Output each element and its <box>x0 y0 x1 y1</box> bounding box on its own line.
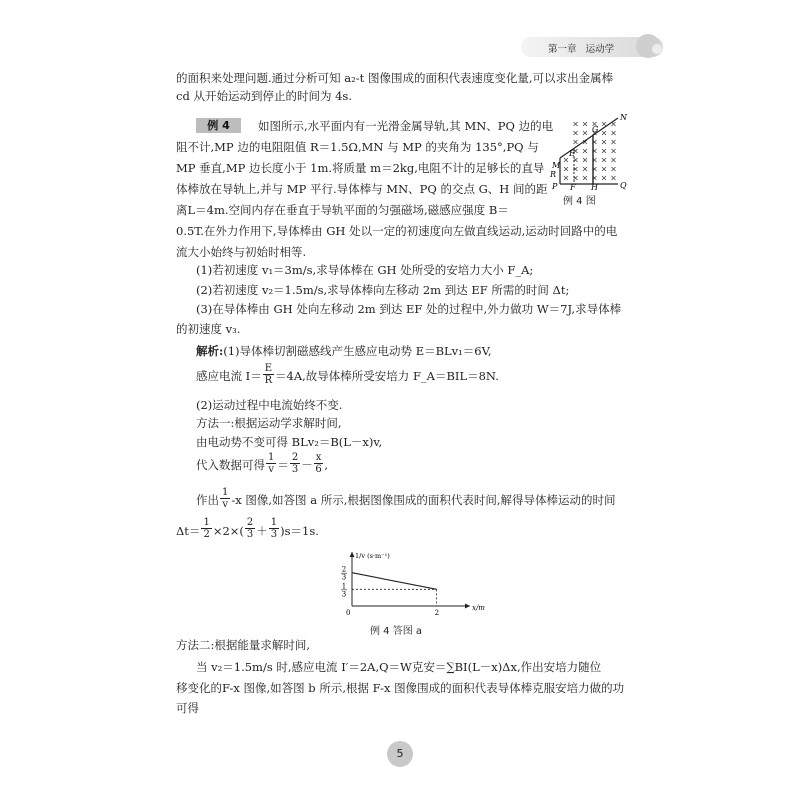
y-tick-label: 3 <box>341 590 347 599</box>
example-4-figure <box>540 112 630 190</box>
label-q: Q <box>620 181 627 190</box>
fraction-denominator: 6 <box>315 464 322 475</box>
solution-line-2 <box>196 363 499 391</box>
chapter-label: 第一章 <box>548 44 577 55</box>
fraction-numerator: 1 <box>270 517 278 528</box>
field-x-mark <box>602 149 606 153</box>
solution-line-12: 可得 <box>176 701 199 715</box>
solution-line-1 <box>196 344 492 358</box>
solution-line-9: 方法二:根据能量求解时间, <box>176 638 311 652</box>
solution-line-8 <box>176 517 319 547</box>
example-line: 阻不计,MP 边的电阻阻值 R＝1.5Ω,MN 与 MP 的夹角为 135°,PQ 与 <box>176 140 539 154</box>
x-tick-label: 0 <box>346 609 351 617</box>
answer-chart-a <box>330 548 485 618</box>
text: 感应电流 I＝ <box>196 369 262 383</box>
solution-line-7 <box>196 487 616 515</box>
fraction-denominator: v <box>222 499 229 510</box>
text: ×2×( <box>212 524 244 538</box>
page-number: 5 <box>396 747 404 760</box>
chapter-title: 运动学 <box>585 44 615 55</box>
label-n: N <box>620 113 627 122</box>
y-axis-label: 1/v (s·m⁻¹) <box>355 552 390 560</box>
intro-line-2: cd 从开始运动到停止的时间为 4s. <box>176 89 352 103</box>
field-x-mark <box>602 140 606 144</box>
field-x-mark <box>574 140 578 144</box>
field-x-mark <box>602 167 606 171</box>
text: 作出 <box>196 493 219 507</box>
fraction-numerator: 2 <box>246 517 254 528</box>
question-1: (1)若初速度 v₁＝3m/s,求导体棒在 GH 处所受的安培力大小 F_A; <box>196 263 534 277</box>
field-x-mark <box>612 158 616 162</box>
text: -x 图像,如答图 a 所示,根据图像围成的面积代表时间,解得导体棒运动的时间 <box>231 493 616 507</box>
y-tick-label: 3 <box>341 573 347 582</box>
field-x-mark <box>612 140 616 144</box>
x-axis-arrow <box>465 604 470 609</box>
question-2: (2)若初速度 v₂＝1.5m/s,求导体棒向左移动 2m 到达 EF 所需的时间 Δt; <box>196 283 570 297</box>
y-tick-label: 2 <box>341 565 347 574</box>
y-tick-label: 1 <box>341 582 347 591</box>
fraction-denominator: 2 <box>203 529 210 540</box>
label-r: R <box>550 170 557 179</box>
example-line: 流大小始终与初始时相等. <box>176 245 307 259</box>
field-x-mark <box>583 149 587 153</box>
example-line: 0.5T.在外力作用下,导体棒由 GH 处以一定的初速度向左做直线运动,运动时回路中的电 <box>176 224 618 238</box>
fraction-numerator: 1 <box>268 452 275 463</box>
header-chapter <box>548 41 614 55</box>
question-3-cont: 的初速度 v₃. <box>176 322 241 336</box>
field-x-mark <box>583 167 587 171</box>
text: 代入数据可得 <box>196 458 265 472</box>
header-dot-small <box>652 44 662 54</box>
fraction-denominator: 3 <box>291 464 299 475</box>
fraction-numerator: 1 <box>203 517 210 528</box>
label-g: G <box>592 125 599 134</box>
field-x-mark <box>564 167 568 171</box>
field-x-mark <box>602 122 606 126</box>
chart-caption: 例 4 答图 a <box>370 626 423 637</box>
example-tag: 例 4 <box>196 118 241 133</box>
field-x-mark <box>564 158 568 162</box>
solution-label: 解析: <box>196 344 224 358</box>
field-x-mark <box>612 131 616 135</box>
field-x-mark <box>612 149 616 153</box>
question-3: (3)在导体棒由 GH 处向左移动 2m 到达 EF 处的过程中,外力做功 W＝7J,求导体棒 <box>196 302 622 316</box>
field-x-mark <box>583 176 587 180</box>
x-axis-label: x/m <box>472 604 485 612</box>
solution-line-6 <box>196 452 328 480</box>
field-x-mark <box>574 131 578 135</box>
label-e: E <box>569 149 575 158</box>
text: )s＝1s. <box>280 524 319 538</box>
text: － <box>301 458 313 472</box>
field-x-mark <box>583 158 587 162</box>
field-x-mark <box>564 176 568 180</box>
solution-line-3: (2)运动过程中电流始终不变. <box>196 398 343 412</box>
fraction-numerator: 2 <box>291 452 299 463</box>
fraction-numerator: 1 <box>222 487 229 498</box>
text: Δt＝ <box>176 524 201 538</box>
field-x-mark <box>583 131 587 135</box>
label-p: P <box>552 182 558 191</box>
x-tick-label: 2 <box>434 609 440 617</box>
field-x-mark <box>612 167 616 171</box>
intro-line-1: 的面积来处理问题.通过分析可知 a₂-t 图像围成的面积代表速度变化量,可以求出金属棒 <box>176 71 614 85</box>
field-x-mark <box>602 176 606 180</box>
example-line: MP 垂直,MP 边长度小于 1m.将质量 m＝2kg,电阻不计的足够长的直导 <box>176 161 545 175</box>
label-f: F <box>570 183 576 192</box>
example-line: 如图所示,水平面内有一光滑金属导轨,其 MN、PQ 边的电 <box>258 119 554 133</box>
y-axis-arrow <box>350 552 355 557</box>
series-line <box>352 573 437 590</box>
field-x-mark <box>602 131 606 135</box>
solution-line-4: 方法一:根据运动学求解时间, <box>196 416 342 430</box>
text: ＋ <box>256 524 268 538</box>
text: ＝4A,故导体棒所受安培力 F_A＝BIL＝8N. <box>275 369 499 383</box>
fraction-numerator: x <box>315 452 322 463</box>
field-x-mark <box>612 176 616 180</box>
label-m: M <box>552 161 561 170</box>
fraction-denominator: R <box>264 375 273 386</box>
solution-text: (1)导体棒切割磁感线产生感应电动势 E＝BLv₁＝6V, <box>223 344 492 358</box>
label-h: H <box>591 183 598 192</box>
field-x-mark <box>602 158 606 162</box>
solution-line-11: 移变化的F-x 图像,如答图 b 所示,根据 F-x 图像围成的面积代表导体棒克服安培力做的功 <box>176 681 625 695</box>
fraction-denominator: 3 <box>246 529 254 540</box>
fraction-denominator: v <box>268 464 275 475</box>
solution-line-5: 由电动势不变可得 BLv₂＝B(L－x)v, <box>196 435 383 449</box>
example-line: 离L＝4m.空间内存在垂直于导轨平面的匀强磁场,磁感应强度 B＝ <box>176 203 509 217</box>
solution-line-10: 当 v₂＝1.5m/s 时,感应电流 I′＝2A,Q＝W克安＝∑BI(L－x)Δx,作出安培力随位 <box>196 660 602 674</box>
field-x-mark <box>583 122 587 126</box>
example-line: 体棒放在导轨上,并与 MP 平行.导体棒与 MN、PQ 的交点 G、H 间的距 <box>176 182 548 196</box>
fraction-denominator: 3 <box>270 529 278 540</box>
fraction-numerator: E <box>264 363 273 374</box>
figure-caption: 例 4 图 <box>563 196 596 207</box>
field-x-mark <box>574 122 578 126</box>
text: ＝ <box>277 458 289 472</box>
text: , <box>324 458 329 472</box>
